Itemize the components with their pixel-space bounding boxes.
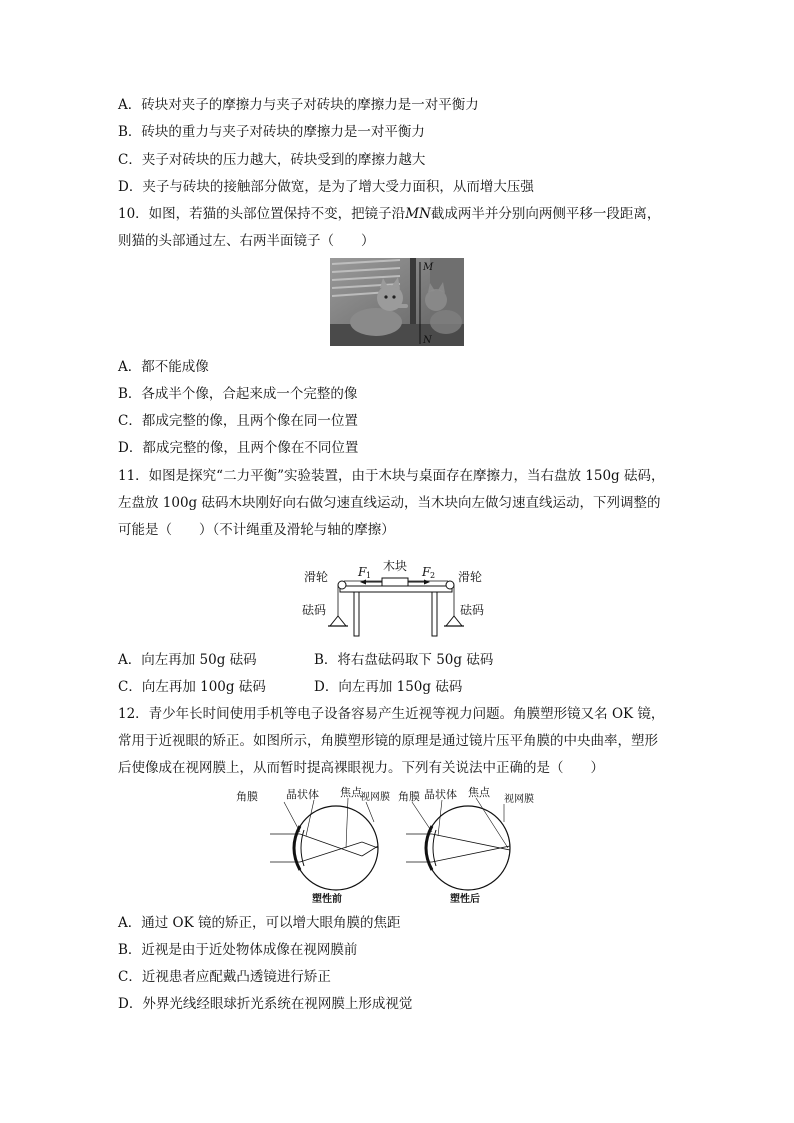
eye-after <box>398 786 534 905</box>
weight-left-label: 砝码 <box>302 603 327 617</box>
q10-option-b: B．各成半个像，合起来成一个完整的像 <box>118 386 358 402</box>
q12-stem-line3: 后使像成在视网膜上，从而暂时提高裸眼视力。下列有关说法中正确的是（ ） <box>118 760 604 776</box>
q11-option-b: B．将右盘砝码取下 50g 砝码 <box>314 652 494 668</box>
q11-stem-line3: 可能是（ ）（不计绳重及滑轮与轴的摩擦） <box>118 522 395 538</box>
before-caption: 塑性前 <box>312 894 342 905</box>
force-f2-subscript: 2 <box>430 571 436 580</box>
q11-option-a: A．向左再加 50g 砝码 <box>118 652 257 668</box>
before-cornea-label: 角膜 <box>236 790 258 803</box>
block-label: 木块 <box>383 559 408 573</box>
before-retina-label: 视网膜 <box>360 792 390 803</box>
apparatus-diagram <box>300 556 496 640</box>
cat-mirror-photo <box>330 258 464 346</box>
force-f1-label: F <box>358 565 367 579</box>
q9-option-a: A．砖块对夹子的摩擦力与夹子对砖块的摩擦力是一对平衡力 <box>118 97 479 113</box>
q12-stem-line1: 12．青少年长时间使用手机等电子设备容易产生近视等视力问题。角膜塑形镜又名 OK 镜， <box>118 706 665 722</box>
q12-option-c: C．近视患者应配戴凸透镜进行矫正 <box>118 969 331 985</box>
mirror-label-m: M <box>423 262 434 273</box>
eye-before <box>236 786 390 905</box>
q9-option-d: D．夹子与砖块的接触部分做宽，是为了增大受力面积，从而增大压强 <box>118 179 534 195</box>
force-f1-subscript: 1 <box>366 571 372 580</box>
after-retina-label: 视网膜 <box>504 794 534 805</box>
q10-option-a: A．都不能成像 <box>118 359 209 375</box>
pulley-left-label: 滑轮 <box>304 570 329 584</box>
before-focus-label: 焦点 <box>340 786 362 799</box>
q10-stem-line1 <box>118 204 660 224</box>
after-cornea-label: 角膜 <box>398 790 420 803</box>
q11-option-d: D．向左再加 150g 砝码 <box>314 679 463 695</box>
q11-options-row1 <box>118 650 493 670</box>
q12-option-b: B．近视是由于近处物体成像在视网膜前 <box>118 942 358 958</box>
q10-stem-post: 截成两半并分别向两侧平移一段距离， <box>430 206 661 222</box>
q10-stem-pre: 10．如图，若猫的头部位置保持不变，把镜子沿 <box>118 206 406 222</box>
mirror-label-n: N <box>423 335 432 346</box>
force-f2-label: F <box>422 565 431 579</box>
q11-options-row2 <box>118 677 462 697</box>
eye-diagrams <box>236 786 566 908</box>
weight-right-label: 砝码 <box>460 603 485 617</box>
q10-stem-mn: MN <box>405 206 431 222</box>
q11-stem-line2: 左盘放 100g 砝码木块刚好向右做匀速直线运动，当木块向左做匀速直线运动，下列调整的 <box>118 495 661 511</box>
q12-option-a: A．通过 OK 镜的矫正，可以增大眼角膜的焦距 <box>118 915 401 931</box>
q10-stem-line2: 则猫的头部通过左、右两半面镜子（ ） <box>118 233 375 249</box>
after-focus-label: 焦点 <box>468 786 490 799</box>
q12-option-d: D．外界光线经眼球折光系统在视网膜上形成视觉 <box>118 996 413 1012</box>
after-lens-label: 晶状体 <box>424 788 457 801</box>
q11-option-c: C．向左再加 100g 砝码 <box>118 679 266 695</box>
eye-diagram-svg <box>236 786 566 908</box>
q9-option-b: B．砖块的重力与夹子对砖块的摩擦力是一对平衡力 <box>118 124 425 140</box>
q11-stem-line1: 11．如图是探究“二力平衡”实验装置，由于木块与桌面存在摩擦力，当右盘放 150g 砝码， <box>118 468 665 484</box>
q10-option-c: C．都成完整的像，且两个像在同一位置 <box>118 413 358 429</box>
pulley-right-label: 滑轮 <box>458 570 483 584</box>
q12-stem-line2: 常用于近视眼的矫正。如图所示，角膜塑形镜的原理是通过镜片压平角膜的中央曲率，塑形 <box>118 733 658 749</box>
cat-mirror-image <box>330 258 464 346</box>
q9-option-c: C．夹子对砖块的压力越大，砖块受到的摩擦力越大 <box>118 152 426 168</box>
two-force-balance-apparatus <box>300 556 496 640</box>
after-caption: 塑性后 <box>450 894 480 905</box>
q10-option-d: D．都成完整的像，且两个像在不同位置 <box>118 440 359 456</box>
before-lens-label: 晶状体 <box>286 788 319 801</box>
